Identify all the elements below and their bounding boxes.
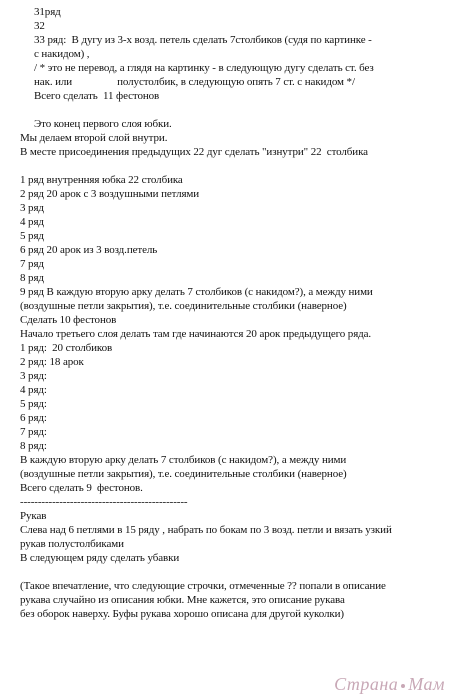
- text-line: Всего сделать 11 фестонов: [34, 90, 160, 102]
- text-line: (воздушные петли закрытия), т.е. соединительные столбики (наверное): [20, 468, 347, 480]
- text-line: 32: [34, 20, 45, 32]
- site-watermark: [334, 674, 445, 695]
- text-line: / * это не перевод, а глядя на картинку - в следующую дугу сделать ст. без: [34, 62, 374, 74]
- text-line: 7 ряд: [20, 258, 44, 270]
- separator-line: -----------------------------------------------: [20, 496, 188, 508]
- text-line: 33 ряд: В дугу из 3-х возд. петель сделать 7столбиков (судя по картинке -: [34, 34, 372, 46]
- watermark-left-text: Страна: [334, 674, 399, 694]
- text-line: 2 ряд: 18 арок: [20, 356, 84, 368]
- text-line: Всего сделать 9 фестонов.: [20, 482, 143, 494]
- text-line: 7 ряд:: [20, 426, 47, 438]
- text-line: с накидом) ,: [34, 48, 90, 60]
- text-line: 5 ряд:: [20, 398, 47, 410]
- text-line: В месте присоединения предыдущих 22 дуг сделать "изнутри" 22 столбика: [20, 146, 368, 158]
- text-line: рукав полустолбиками: [20, 538, 124, 550]
- text-line: без оборок наверху. Буфы рукава хорошо описана для другой куколки): [20, 608, 344, 620]
- watermark-right-text: Мам: [408, 674, 445, 694]
- text-line: 9 ряд В каждую вторую арку делать 7 столбиков (с накидом?), а между ними: [20, 286, 373, 298]
- watermark-dot-icon: [401, 684, 405, 688]
- text-line: Сделать 10 фестонов: [20, 314, 117, 326]
- text-line: 31ряд: [34, 6, 61, 18]
- text-line: 1 ряд: 20 столбиков: [20, 342, 113, 354]
- text-line: 3 ряд: [20, 202, 44, 214]
- text-line: нак. или полустолбик, в следующую опять 7 ст. с накидом */: [34, 76, 355, 88]
- text-line: (воздушные петли закрытия), т.е. соединительные столбики (наверное): [20, 300, 347, 312]
- text-line: Слева над 6 петлями в 15 ряду , набрать по бокам по 3 возд. петли и вязать узкий: [20, 524, 392, 536]
- text-line: 4 ряд: [20, 216, 44, 228]
- text-line: Начало третьего слоя делать там где начинаются 20 арок предыдущего ряда.: [20, 328, 372, 340]
- text-line: 8 ряд:: [20, 440, 47, 452]
- text-line: 1 ряд внутренняя юбка 22 столбика: [20, 174, 183, 186]
- text-line: Мы делаем второй слой внутри.: [20, 132, 168, 144]
- section-title: Рукав: [20, 510, 47, 522]
- text-line: рукава случайно из описания юбки. Мне кажется, это описание рукава: [20, 594, 345, 606]
- text-line: (Такое впечатление, что следующие строчки, отмеченные ?? попали в описание: [20, 580, 386, 592]
- text-line: 4 ряд:: [20, 384, 47, 396]
- text-line: В каждую вторую арку делать 7 столбиков (с накидом?), а между ними: [20, 454, 347, 466]
- text-line: В следующем ряду сделать убавки: [20, 552, 180, 564]
- text-line: 6 ряд 20 арок из 3 возд.петель: [20, 244, 158, 256]
- text-line: Это конец первого слоя юбки.: [34, 118, 172, 130]
- text-line: 2 ряд 20 арок с 3 воздушными петлями: [20, 188, 200, 200]
- text-line: 6 ряд:: [20, 412, 47, 424]
- text-line: 8 ряд: [20, 272, 44, 284]
- text-line: 3 ряд:: [20, 370, 47, 382]
- text-line: 5 ряд: [20, 230, 44, 242]
